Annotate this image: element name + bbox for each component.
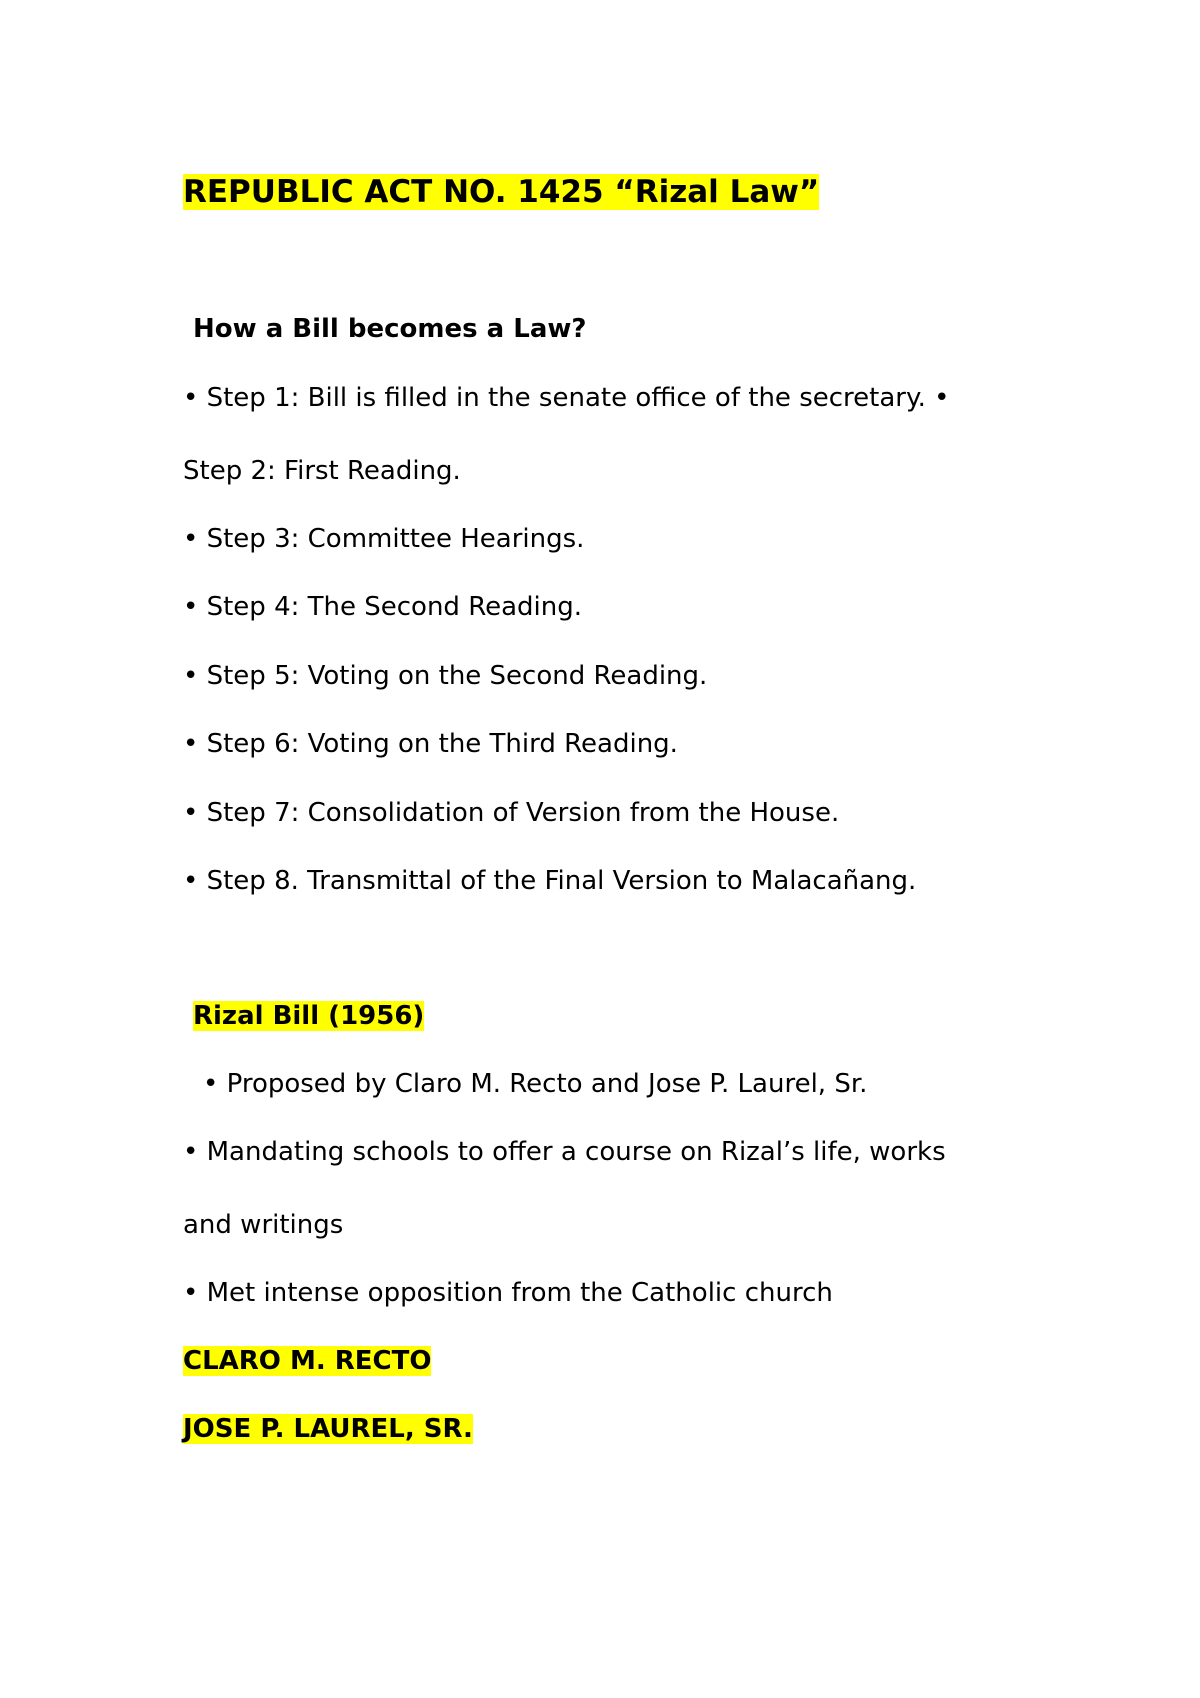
- rizal-bill-line-3: and writings: [183, 1210, 344, 1240]
- bill-process-heading: How a Bill becomes a Law?: [193, 314, 587, 344]
- name-jose-laurel: [183, 1411, 473, 1447]
- step-line-2: Step 2: First Reading.: [183, 456, 461, 486]
- document-title: [183, 172, 819, 212]
- title-highlight: REPUBLIC ACT NO. 1425 “Rizal Law”: [183, 174, 820, 210]
- rizal-bill-heading: [193, 998, 424, 1034]
- step-line-1: • Step 1: Bill is filled in the senate office of the secretary. •: [183, 383, 950, 413]
- step-line-7: • Step 7: Consolidation of Version from the House.: [183, 798, 840, 828]
- name-claro-recto: [183, 1343, 431, 1379]
- rizal-bill-line-4: • Met intense opposition from the Catholic church: [183, 1278, 833, 1308]
- name-claro-recto-highlight: CLARO M. RECTO: [183, 1346, 432, 1376]
- step-line-6: • Step 6: Voting on the Third Reading.: [183, 729, 678, 759]
- step-line-3: • Step 3: Committee Hearings.: [183, 524, 585, 554]
- step-line-4: • Step 4: The Second Reading.: [183, 592, 583, 622]
- rizal-bill-line-2: • Mandating schools to offer a course on Rizal’s life, works: [183, 1137, 946, 1167]
- rizal-bill-highlight: Rizal Bill (1956): [193, 1001, 425, 1031]
- step-line-8: • Step 8. Transmittal of the Final Version to Malacañang.: [183, 866, 917, 896]
- name-jose-laurel-highlight: JOSE P. LAUREL, SR.: [183, 1414, 473, 1444]
- step-line-5: • Step 5: Voting on the Second Reading.: [183, 661, 708, 691]
- rizal-bill-line-1: • Proposed by Claro M. Recto and Jose P. Laurel, Sr.: [203, 1069, 868, 1099]
